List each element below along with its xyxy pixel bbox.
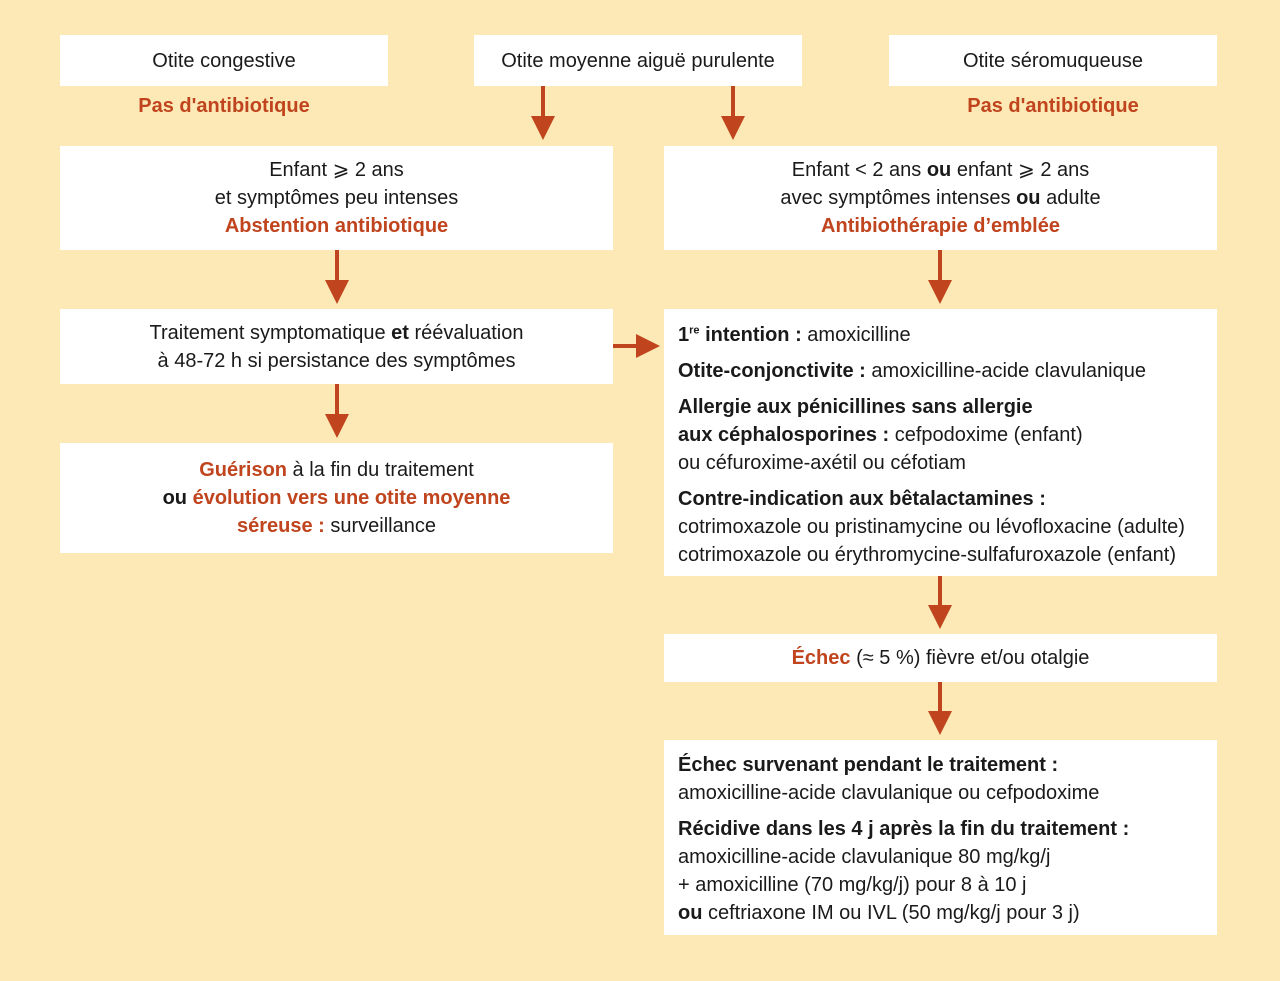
box-guerison: [60, 443, 613, 553]
box-otite-seromuqueuse: [889, 35, 1217, 86]
left-box3-line3: séreuse : surveillance: [236, 515, 436, 537]
right-box1-line1: Enfant < 2 ans ou enfant ⩾ 2 ans: [791, 159, 1090, 181]
left-box2-line1: Traitement symptomatique et réévaluation: [149, 321, 524, 344]
recidive-4-jours: Récidive dans les 4 j après la fin du traitement : amoxicilline-acide clavulanique 80 mg/kg/j + amoxicilline (70 mg/kg/j) pour 8 à 10 j ou ceftriaxone IM ou IVL (50 mg/kg/j pour 3 j): [678, 818, 1130, 924]
left-box3-line1: Guérison à la fin du traitement: [199, 459, 474, 481]
box-otite-congestive: [60, 35, 388, 86]
box-echec: [664, 634, 1217, 682]
left-box1-line1: Enfant ⩾ 2 ans: [269, 159, 404, 181]
otite-congestive-text: Otite congestive: [152, 49, 296, 72]
box-otite-moyenne-aigue: [474, 35, 802, 86]
box-traitement-symptomatique: [60, 309, 613, 384]
right-box1-line2: avec symptômes intenses ou adulte: [780, 187, 1101, 209]
contre-indication-betalactamines: Contre-indication aux bêtalactamines : cotrimoxazole ou pristinamycine ou lévofloxacine (adulte) cotrimoxazole ou érythromycine-sulfafuroxazole (enfant): [678, 488, 1185, 566]
left-box3-line2: ou évolution vers une otite moyenne: [162, 487, 511, 509]
box-treatment-options: [664, 309, 1217, 576]
box-echec-recidive: [664, 740, 1217, 935]
abstention-antibiotique: Abstention antibiotique: [224, 215, 449, 237]
otite-moyenne-aigue-text: Otite moyenne aiguë purulente: [501, 49, 775, 72]
no-antibiotic-right: Pas d'antibiotique: [967, 95, 1139, 117]
otite-seromuqueuse-text: Otite séromuqueuse: [962, 49, 1144, 72]
box-antibiotherapie: [664, 146, 1217, 250]
box-enfant-2-ans-peu-intenses: [60, 146, 613, 250]
left-box1-line2: et symptômes peu intenses: [214, 187, 459, 209]
allergie-penicillines: Allergie aux pénicillines sans allergie aux céphalosporines : cefpodoxime (enfant) ou céfuroxime-axétil ou céfotiam: [678, 396, 1083, 474]
first-intention: 1re intention : amoxicilline: [678, 324, 911, 346]
no-antibiotic-left: Pas d'antibiotique: [138, 95, 310, 117]
antibiotherapie-emblee: Antibiothérapie d’emblée: [821, 215, 1060, 237]
echec-text: Échec (≈ 5 %) fièvre et/ou otalgie: [791, 647, 1090, 669]
otite-conjonctivite: Otite-conjonctivite : amoxicilline-acide clavulanique: [678, 360, 1146, 382]
echec-pendant-traitement: Échec survenant pendant le traitement : amoxicilline-acide clavulanique ou cefpodoxime: [678, 754, 1100, 804]
left-box2-line2: à 48-72 h si persistance des symptômes: [157, 349, 516, 372]
